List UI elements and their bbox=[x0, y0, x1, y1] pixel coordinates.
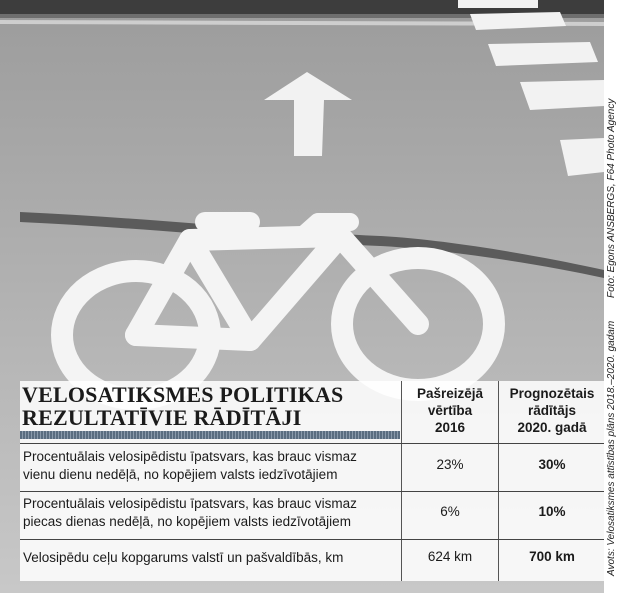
column-header-forecast: Prognozētais rādītājs 2020. gadā bbox=[509, 386, 595, 435]
straight-arrow-marking-icon bbox=[264, 72, 352, 156]
column-divider bbox=[401, 381, 402, 581]
indicators-table bbox=[20, 381, 604, 581]
table-title bbox=[22, 383, 392, 429]
bicycle-marking-icon bbox=[62, 222, 494, 399]
source-credit: Avots: Velosatiksmes attīstības plāns 2018.–2020. gadam bbox=[606, 320, 617, 576]
table-row-label: Procentuālais velosipēdistu īpatsvars, kas brauc vismaz vienu dienu nedēļā, no kopējiem valsts iedzīvotājiem bbox=[23, 449, 357, 482]
photo-credit: Foto: Egons ANSBERGS, F64 Photo Agency bbox=[606, 98, 617, 298]
table-cell-current: 624 km bbox=[427, 549, 473, 564]
table-cell-forecast: 10% bbox=[538, 504, 566, 519]
column-divider bbox=[498, 381, 499, 581]
row-divider bbox=[20, 491, 604, 492]
table-title-line-2: REZULTATĪVIE RĀDĪTĀJI bbox=[22, 405, 302, 430]
table-cell-forecast: 700 km bbox=[529, 549, 575, 564]
table-row-label: Procentuālais velosipēdistu īpatsvars, kas brauc vismaz piecas dienas nedēļā, no kopējiem valsts iedzīvotājiem bbox=[23, 496, 357, 529]
row-divider bbox=[20, 539, 604, 540]
crosswalk-stripes-icon bbox=[458, 0, 604, 176]
table-cell-forecast: 30% bbox=[538, 457, 566, 472]
column-header-current: Pašreizējā vērtība 2016 bbox=[416, 386, 484, 435]
table-title-line-1: VELOSATIKSMES POLITIKAS bbox=[22, 382, 344, 407]
table-cell-current: 6% bbox=[440, 504, 460, 519]
row-divider bbox=[20, 443, 604, 444]
title-underline-bar bbox=[20, 431, 400, 439]
table-cell-current: 23% bbox=[436, 457, 464, 472]
table-row-label: Velosipēdu ceļu kopgarums valstī un pašvaldībās, km bbox=[23, 550, 344, 565]
